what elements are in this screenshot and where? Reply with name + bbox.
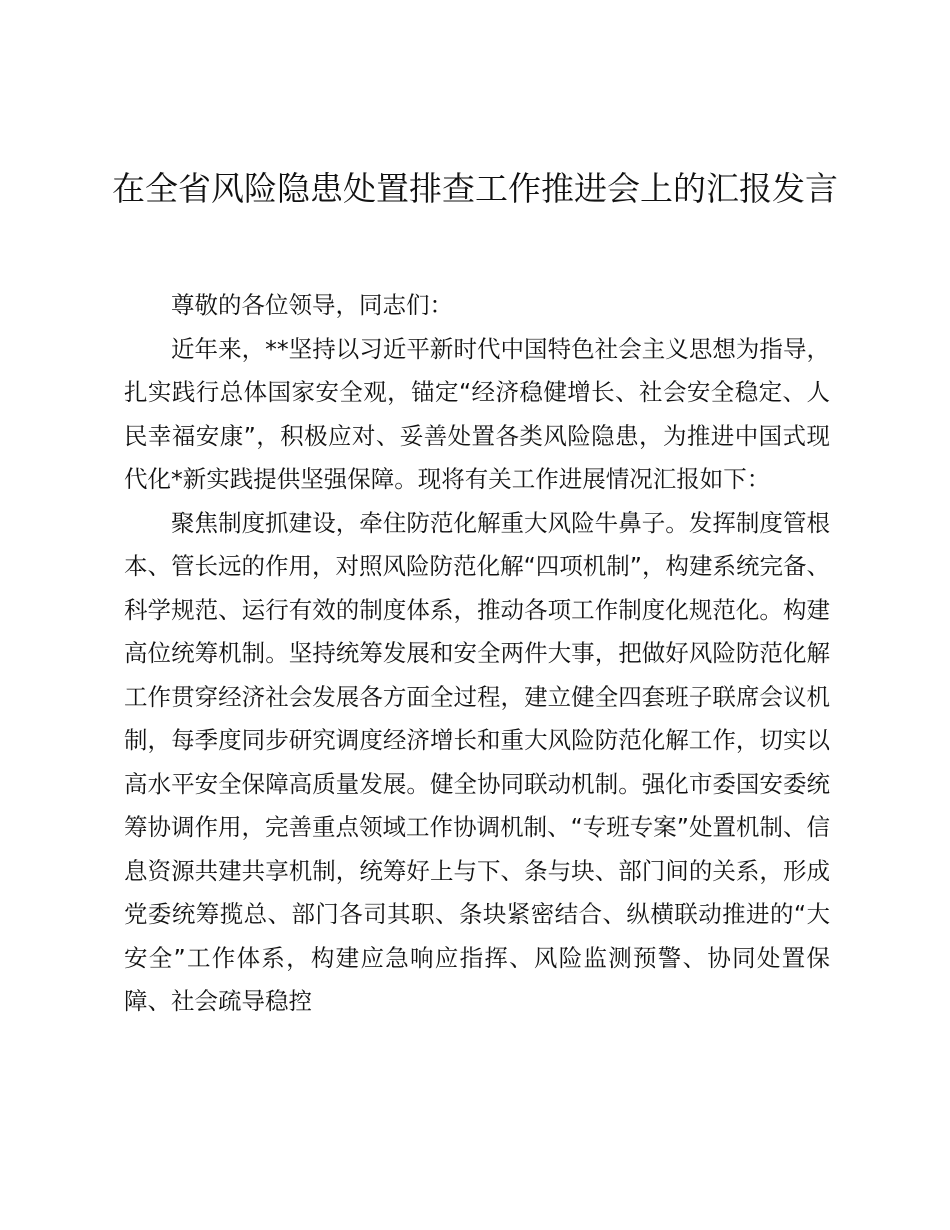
- salutation-paragraph: 尊敬的各位领导，同志们：: [171, 291, 453, 319]
- document-title: 在全省风险隐患处置排查工作推进会上的汇报发言: [112, 169, 838, 208]
- body-paragraph: 聚焦制度抓建设，牵住防范化解重大风险牛鼻子。发挥制度管根本、管长远的作用，对照风险防范化解“四项机制”，构建系统完备、科学规范、运行有效的制度体系，推动各项工作制度化规范化。构建高位统筹机制。坚持统筹发展和安全两件大事，把做好风险防范化解工作贯穿经济社会发展各方面全过程，建立健全四套班子联席会议机制，每季度同步研究调度经济增长和重大风险防范化解工作，切实以高水平安全保障高质量发展。健全协同联动机制。强化市委国安委统筹协调作用，完善重点领域工作协调机制、“专班专案”处置机制、信息资源共建共享机制，统筹好上与下、条与块、部门间的关系，形成党委统筹揽总、部门各司其职、条块紧密结合、纵横联动推进的“大安全”工作体系，构建应急响应指挥、风险监测预警、协同处置保障、社会疏导稳控: [124, 508, 830, 1015]
- intro-paragraph: 近年来，**坚持以习近平新时代中国特色社会主义思想为指导，扎实践行总体国家安全观，锚定“经济稳健增长、社会安全稳定、人民幸福安康”，积极应对、妥善处置各类风险隐患，为推进中国式现代化*新实践提供坚强保障。现将有关工作进展情况汇报如下：: [124, 334, 830, 493]
- document-body: [124, 284, 830, 1024]
